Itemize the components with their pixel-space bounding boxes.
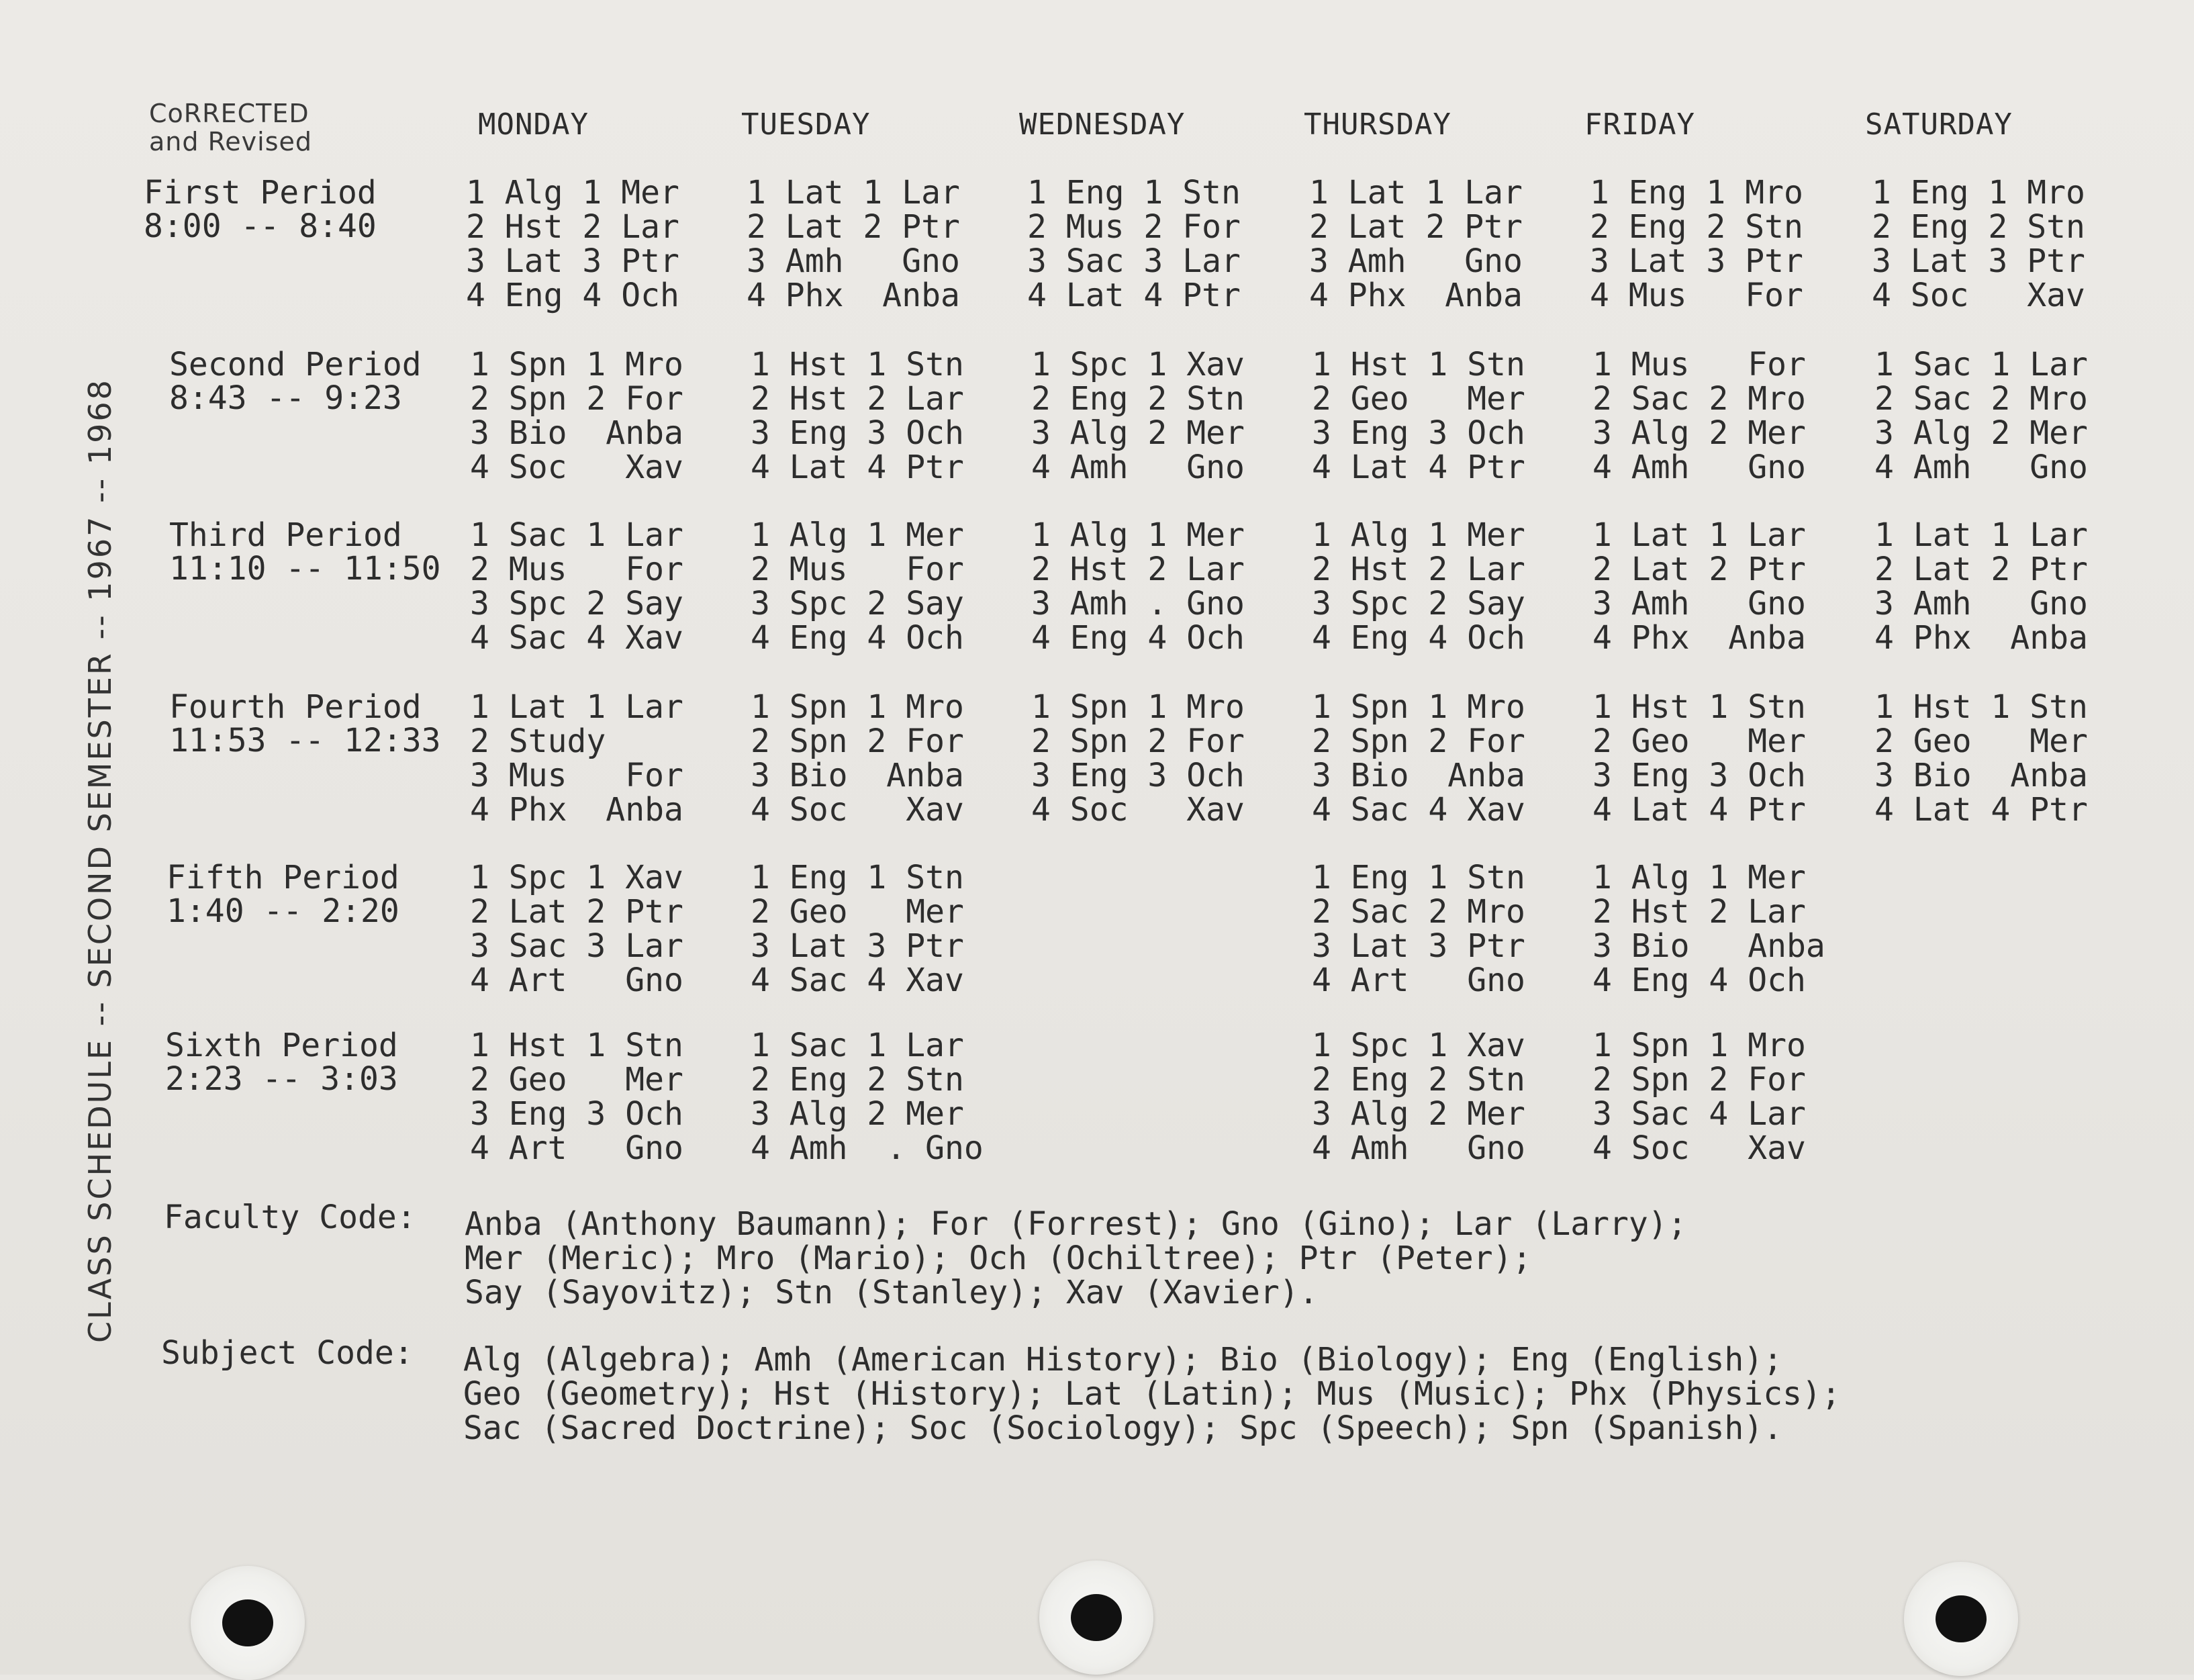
cell-fourth-monday: 1 Lat 1 Lar 2 Study 3 Mus For 4 Phx Anba — [470, 688, 683, 829]
day-header-friday: FRIDAY — [1584, 107, 1695, 142]
faculty-code-text: Anba (Anthony Baumann); For (Forrest); Gno (Gino); Lar (Larry); Mer (Meric); Mro (Mario); Och (Ochiltree); Ptr (Peter); Say (Sayovitz); Stn (Stanley); Xav (Xavier). — [465, 1205, 1687, 1311]
cell-first-thursday: 1 Lat 1 Lar 2 Lat 2 Ptr 3 Amh Gno 4 Phx Anba — [1309, 174, 1523, 314]
cell-sixth-thursday: 1 Spc 1 Xav 2 Eng 2 Stn 3 Alg 2 Mer 4 Amh Gno — [1312, 1027, 1525, 1167]
cell-sixth-friday: 1 Spn 1 Mro 2 Spn 2 For 3 Sac 4 Lar 4 Soc Xav — [1592, 1027, 1806, 1167]
cell-second-friday: 1 Mus For 2 Sac 2 Mro 3 Alg 2 Mer 4 Amh Gno — [1592, 346, 1806, 486]
note-line-1: CoRRECTED — [149, 99, 309, 128]
faculty-code-label: Faculty Code: — [164, 1199, 416, 1236]
punch-hole-left — [191, 1566, 305, 1680]
note-line-2: and Revised — [149, 127, 312, 156]
punch-hole-dot — [1936, 1595, 1987, 1642]
handwritten-note — [149, 99, 312, 156]
day-header-tuesday: TUESDAY — [741, 107, 871, 142]
cell-second-saturday: 1 Sac 1 Lar 2 Sac 2 Mro 3 Alg 2 Mer 4 Amh Gno — [1874, 346, 2088, 486]
day-header-saturday: SATURDAY — [1865, 107, 2013, 142]
period-label-fourth: Fourth Period 11:53 -- 12:33 — [169, 688, 441, 759]
cell-fifth-tuesday: 1 Eng 1 Stn 2 Geo Mer 3 Lat 3 Ptr 4 Sac 4 Xav — [751, 859, 964, 999]
cell-third-thursday: 1 Alg 1 Mer 2 Hst 2 Lar 3 Spc 2 Say 4 Eng 4 Och — [1312, 516, 1525, 657]
subject-code-label: Subject Code: — [161, 1334, 414, 1372]
cell-first-wednesday: 1 Eng 1 Stn 2 Mus 2 For 3 Sac 3 Lar 4 Lat 4 Ptr — [1027, 174, 1241, 314]
cell-fourth-wednesday: 1 Spn 1 Mro 2 Spn 2 For 3 Eng 3 Och 4 Soc Xav — [1031, 688, 1245, 829]
period-label-third: Third Period 11:10 -- 11:50 — [169, 516, 441, 588]
cell-first-saturday: 1 Eng 1 Mro 2 Eng 2 Stn 3 Lat 3 Ptr 4 Soc Xav — [1872, 174, 2085, 314]
cell-fifth-thursday: 1 Eng 1 Stn 2 Sac 2 Mro 3 Lat 3 Ptr 4 Art Gno — [1312, 859, 1525, 999]
cell-third-monday: 1 Sac 1 Lar 2 Mus For 3 Spc 2 Say 4 Sac 4 Xav — [470, 516, 683, 657]
cell-second-tuesday: 1 Hst 1 Stn 2 Hst 2 Lar 3 Eng 3 Och 4 Lat 4 Ptr — [751, 346, 964, 486]
cell-first-friday: 1 Eng 1 Mro 2 Eng 2 Stn 3 Lat 3 Ptr 4 Mus For — [1590, 174, 1803, 314]
cell-second-monday: 1 Spn 1 Mro 2 Spn 2 For 3 Bio Anba 4 Soc Xav — [470, 346, 683, 486]
cell-first-tuesday: 1 Lat 1 Lar 2 Lat 2 Ptr 3 Amh Gno 4 Phx Anba — [747, 174, 960, 314]
day-header-thursday: THURSDAY — [1304, 107, 1451, 142]
punch-hole-center — [1039, 1560, 1153, 1675]
cell-third-tuesday: 1 Alg 1 Mer 2 Mus For 3 Spc 2 Say 4 Eng 4 Och — [751, 516, 964, 657]
vertical-title: CLASS SCHEDULE -- SECOND SEMESTER -- 1967 -- 1968 — [82, 378, 118, 1343]
cell-sixth-tuesday: 1 Sac 1 Lar 2 Eng 2 Stn 3 Alg 2 Mer 4 Amh . Gno — [751, 1027, 984, 1167]
punch-hole-right — [1904, 1562, 2018, 1676]
period-label-fifth: Fifth Period 1:40 -- 2:20 — [166, 859, 399, 930]
cell-fourth-thursday: 1 Spn 1 Mro 2 Spn 2 For 3 Bio Anba 4 Sac 4 Xav — [1312, 688, 1525, 829]
cell-third-saturday: 1 Lat 1 Lar 2 Lat 2 Ptr 3 Amh Gno 4 Phx Anba — [1874, 516, 2088, 657]
period-label-first: First Period 8:00 -- 8:40 — [144, 174, 377, 245]
cell-third-friday: 1 Lat 1 Lar 2 Lat 2 Ptr 3 Amh Gno 4 Phx Anba — [1592, 516, 1806, 657]
subject-code-text: Alg (Algebra); Amh (American History); Bio (Biology); Eng (English); Geo (Geometry); Hst (History); Lat (Latin); Mus (Music); Phx (Physics); Sac (Sacred Doctrine); Soc (Sociology); Spc (Speech); Spn (Spanish). — [463, 1341, 1841, 1447]
punch-hole-dot — [222, 1599, 273, 1646]
cell-sixth-monday: 1 Hst 1 Stn 2 Geo Mer 3 Eng 3 Och 4 Art Gno — [470, 1027, 683, 1167]
cell-third-wednesday: 1 Alg 1 Mer 2 Hst 2 Lar 3 Amh . Gno 4 Eng 4 Och — [1031, 516, 1245, 657]
day-header-wednesday: WEDNESDAY — [1019, 107, 1186, 142]
cell-fourth-friday: 1 Hst 1 Stn 2 Geo Mer 3 Eng 3 Och 4 Lat 4 Ptr — [1592, 688, 1806, 829]
cell-second-thursday: 1 Hst 1 Stn 2 Geo Mer 3 Eng 3 Och 4 Lat 4 Ptr — [1312, 346, 1525, 486]
cell-fourth-tuesday: 1 Spn 1 Mro 2 Spn 2 For 3 Bio Anba 4 Soc Xav — [751, 688, 964, 829]
cell-second-wednesday: 1 Spc 1 Xav 2 Eng 2 Stn 3 Alg 2 Mer 4 Amh Gno — [1031, 346, 1245, 486]
cell-first-monday: 1 Alg 1 Mer 2 Hst 2 Lar 3 Lat 3 Ptr 4 Eng 4 Och — [466, 174, 679, 314]
cell-fifth-monday: 1 Spc 1 Xav 2 Lat 2 Ptr 3 Sac 3 Lar 4 Art Gno — [470, 859, 683, 999]
period-label-second: Second Period 8:43 -- 9:23 — [169, 346, 422, 417]
cell-fifth-friday: 1 Alg 1 Mer 2 Hst 2 Lar 3 Bio Anba 4 Eng 4 Och — [1592, 859, 1825, 999]
punch-hole-dot — [1071, 1594, 1122, 1641]
period-label-sixth: Sixth Period 2:23 -- 3:03 — [165, 1027, 398, 1098]
cell-fourth-saturday: 1 Hst 1 Stn 2 Geo Mer 3 Bio Anba 4 Lat 4 Ptr — [1874, 688, 2088, 829]
day-header-monday: MONDAY — [478, 107, 589, 142]
